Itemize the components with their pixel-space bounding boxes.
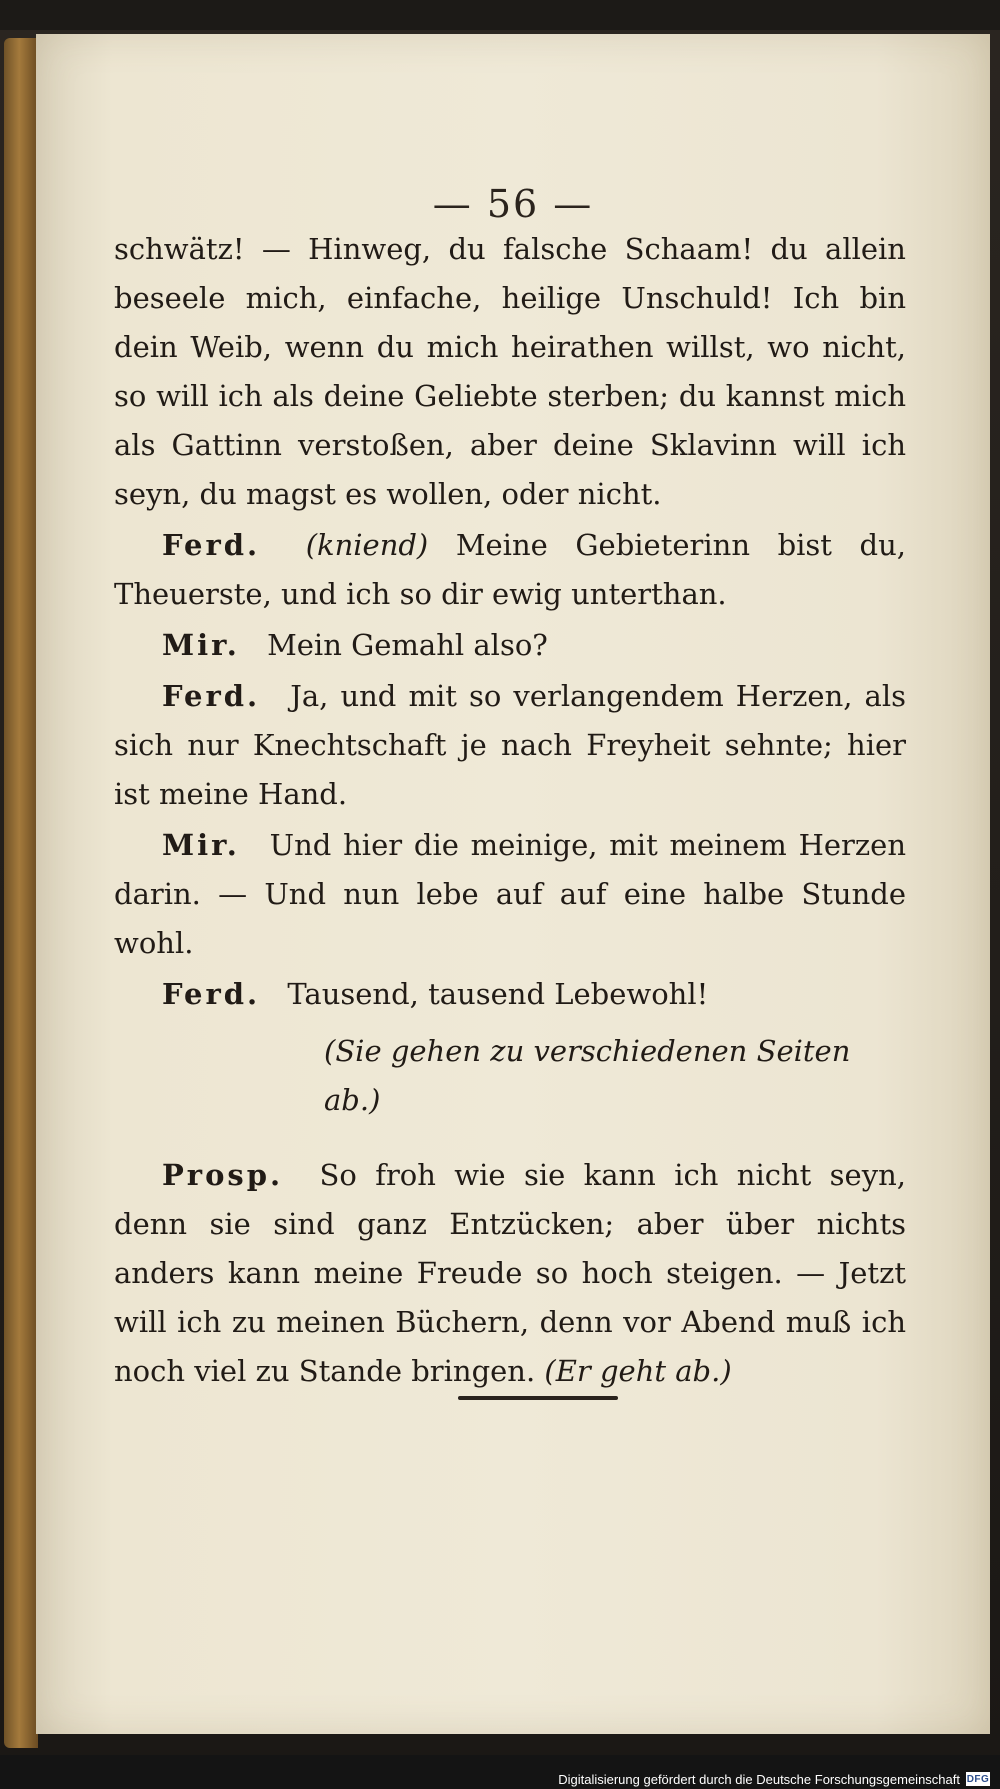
dialogue-line: [114, 821, 906, 968]
paragraph-continuation: schwätz! — Hinweg, du falsche Schaam! du allein beseele mich, einfache, heilige Unschuld! Ich bin dein Weib, wenn du mich heirathen willst, wo nicht, so will ich als deine Geliebte sterben; du kannst mich als Gattinn verstoßen, aber deine Sklavinn will ich seyn, du magst es wollen, oder nicht.: [114, 232, 906, 511]
section-end-rule: [458, 1396, 618, 1400]
speaker-name: Mir.: [162, 828, 240, 862]
speaker-name: Mir.: [162, 628, 240, 662]
speaker-name: Ferd.: [162, 977, 261, 1011]
dialogue-line: [114, 1151, 906, 1396]
speaker-name: Ferd.: [162, 679, 261, 713]
stage-direction: (Sie gehen zu verschiedenen Seiten ab.): [324, 1034, 851, 1117]
credit-text: Digitalisierung gefördert durch die Deutsche Forschungsgemeinschaft: [558, 1771, 960, 1787]
funding-credit: [558, 1770, 990, 1788]
dialogue-text: Mein Gemahl also?: [267, 628, 548, 662]
dialogue-line: [114, 521, 906, 619]
dialogue-text: Tausend, tausend Lebewohl!: [287, 977, 709, 1011]
dialogue-text: Meine Gebieterinn bist du, Theuerste, und ich so dir ewig unterthan.: [114, 528, 906, 611]
dialogue-text: So froh wie sie kann ich nicht seyn, denn sie sind ganz Entzücken; aber über nichts anders kann meine Freude so hoch steigen. — Jetzt will ich zu meinen Büchern, denn vor Abend muß ich noch viel zu Stande bringen.: [114, 1158, 906, 1388]
dialogue-line: [114, 970, 906, 1019]
book-spine-edge: [4, 38, 38, 1748]
page-number: — 56 —: [432, 182, 594, 226]
dfg-logo: DFG: [966, 1773, 990, 1785]
stage-direction: (Er geht ab.): [544, 1354, 732, 1388]
dialogue-text: Und hier die meinige, mit meinem Herzen darin. — Und nun lebe auf auf eine halbe Stunde wohl.: [114, 828, 907, 960]
dialogue-text: Ja, und mit so verlangendem Herzen, als sich nur Knechtschaft je nach Freyheit sehnte; hier ist meine Hand.: [114, 679, 907, 811]
stage-direction: (kniend): [305, 528, 429, 562]
dialogue-line: [114, 621, 906, 670]
dialogue-line: [114, 672, 906, 819]
speaker-name: Prosp.: [162, 1158, 284, 1192]
speaker-name: Ferd.: [162, 528, 261, 562]
page-text: [114, 225, 906, 1398]
